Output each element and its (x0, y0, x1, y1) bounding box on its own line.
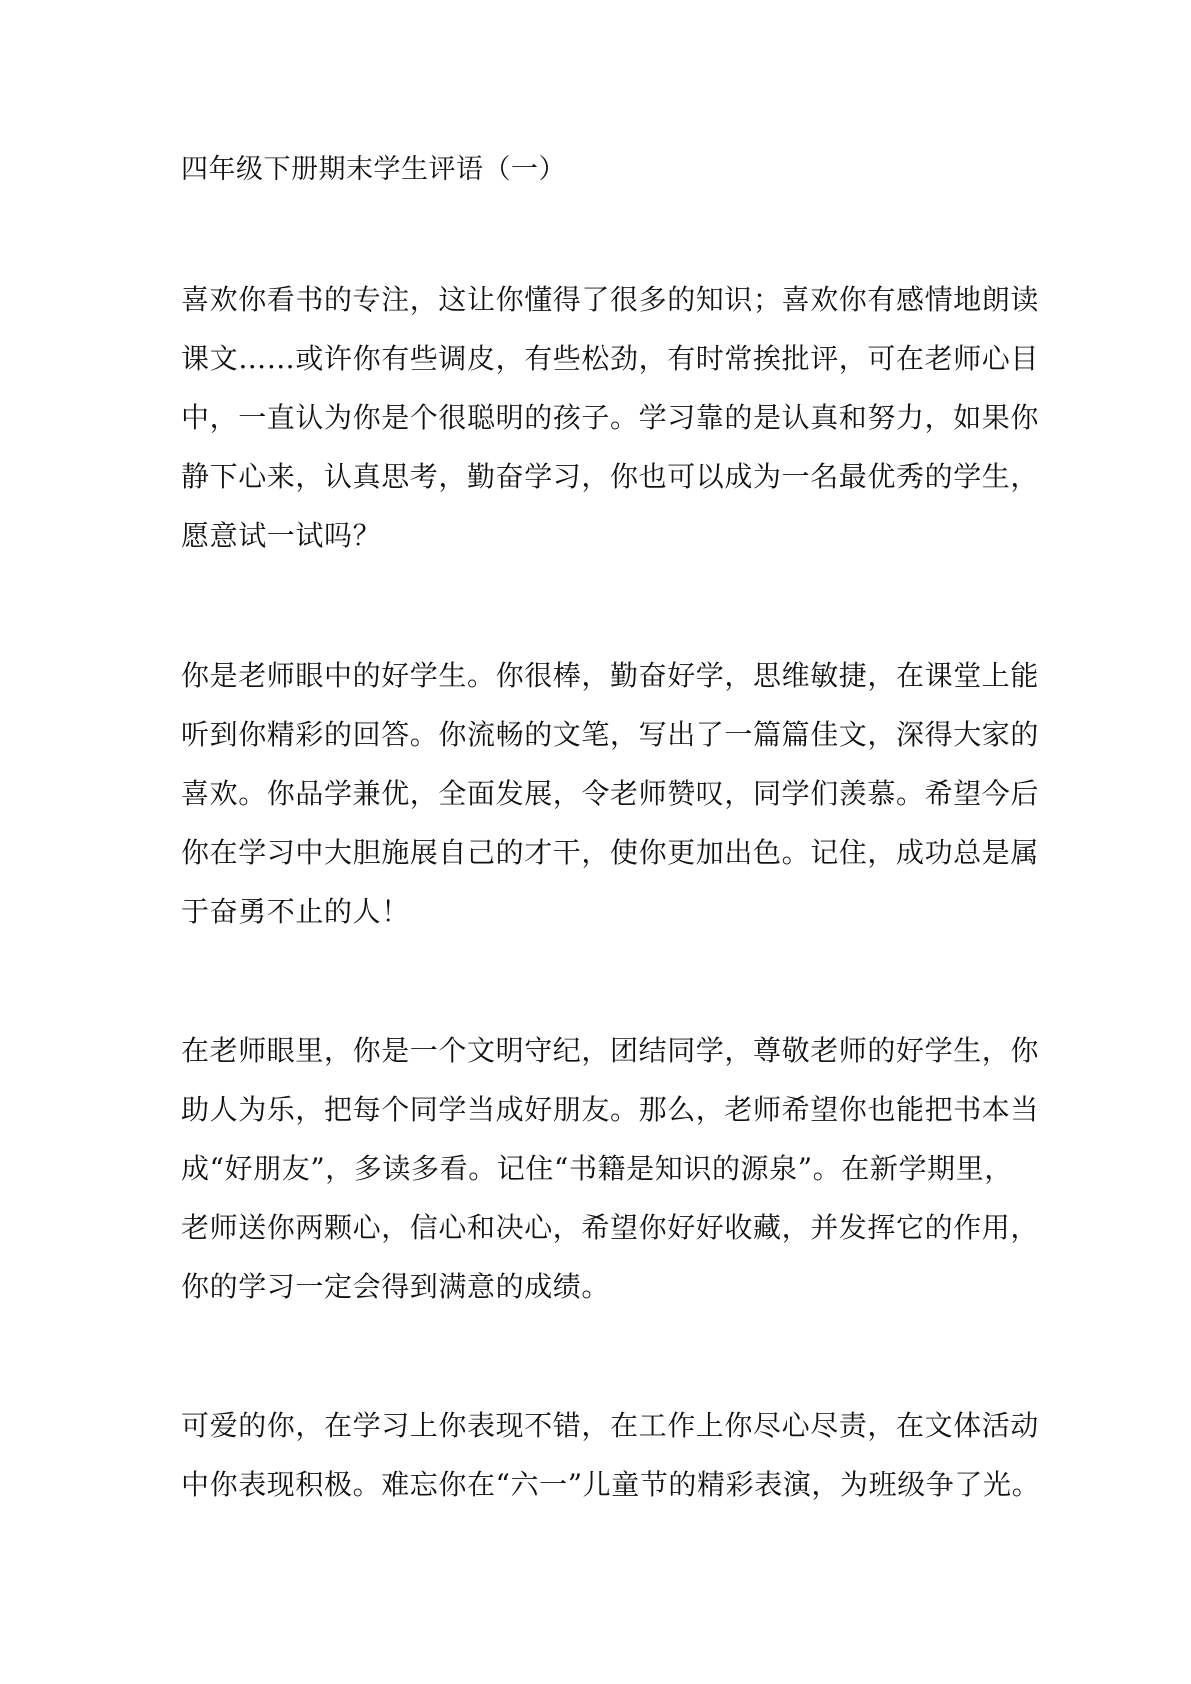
document-title: 四年级下册期末学生评语（一） (181, 154, 566, 185)
paragraph-line: 中，一直认为你是个很聪明的孩子。学习靠的是认真和努力，如果你 (181, 401, 1040, 434)
paragraph-line: 在老师眼里，你是一个文明守纪，团结同学，尊敬老师的好学生，你 (181, 1034, 1040, 1067)
paragraph-line: 你是老师眼中的好学生。你很棒，勤奋好学，思维敏捷，在课堂上能 (181, 659, 1040, 692)
paragraph-line: 于奋勇不止的人！ (181, 895, 410, 928)
comment-paragraph-1 (181, 270, 1040, 565)
paragraph-line: 老师送你两颗心，信心和决心，希望你好好收藏，并发挥它的作用， (181, 1211, 1040, 1244)
comment-paragraph-4 (181, 1396, 1041, 1514)
comment-paragraph-3 (181, 1021, 1040, 1316)
paragraph-line: 中你表现积极。难忘你在“六一”儿童节的精彩表演，为班级争了光。 (181, 1468, 1041, 1501)
paragraph-line: 可爱的你，在学习上你表现不错，在工作上你尽心尽责，在文体活动 (181, 1409, 1040, 1442)
paragraph-line: 喜欢你看书的专注，这让你懂得了很多的知识；喜欢你有感情地朗读 (181, 283, 1040, 316)
paragraph-line: 愿意试一试吗？ (181, 519, 382, 552)
paragraph-line: 听到你精彩的回答。你流畅的文笔，写出了一篇篇佳文，深得大家的 (181, 718, 1040, 751)
paragraph-line: 喜欢。你品学兼优，全面发展，令老师赞叹，同学们羡慕。希望今后 (181, 777, 1040, 810)
paragraph-line: 课文……或许你有些调皮，有些松劲，有时常挨批评，可在老师心目 (181, 342, 1040, 375)
paragraph-line: 成“好朋友”，多读多看。记住“书籍是知识的源泉”。在新学期里， (181, 1152, 1013, 1185)
paragraph-line: 助人为乐，把每个同学当成好朋友。那么，老师希望你也能把书本当 (181, 1093, 1040, 1126)
comment-paragraph-2 (181, 646, 1040, 941)
paragraph-line: 你的学习一定会得到满意的成绩。 (181, 1270, 611, 1303)
paragraph-line: 静下心来，认真思考，勤奋学习，你也可以成为一名最优秀的学生， (181, 460, 1040, 493)
paragraph-line: 你在学习中大胆施展自己的才干，使你更加出色。记住，成功总是属 (181, 836, 1040, 869)
